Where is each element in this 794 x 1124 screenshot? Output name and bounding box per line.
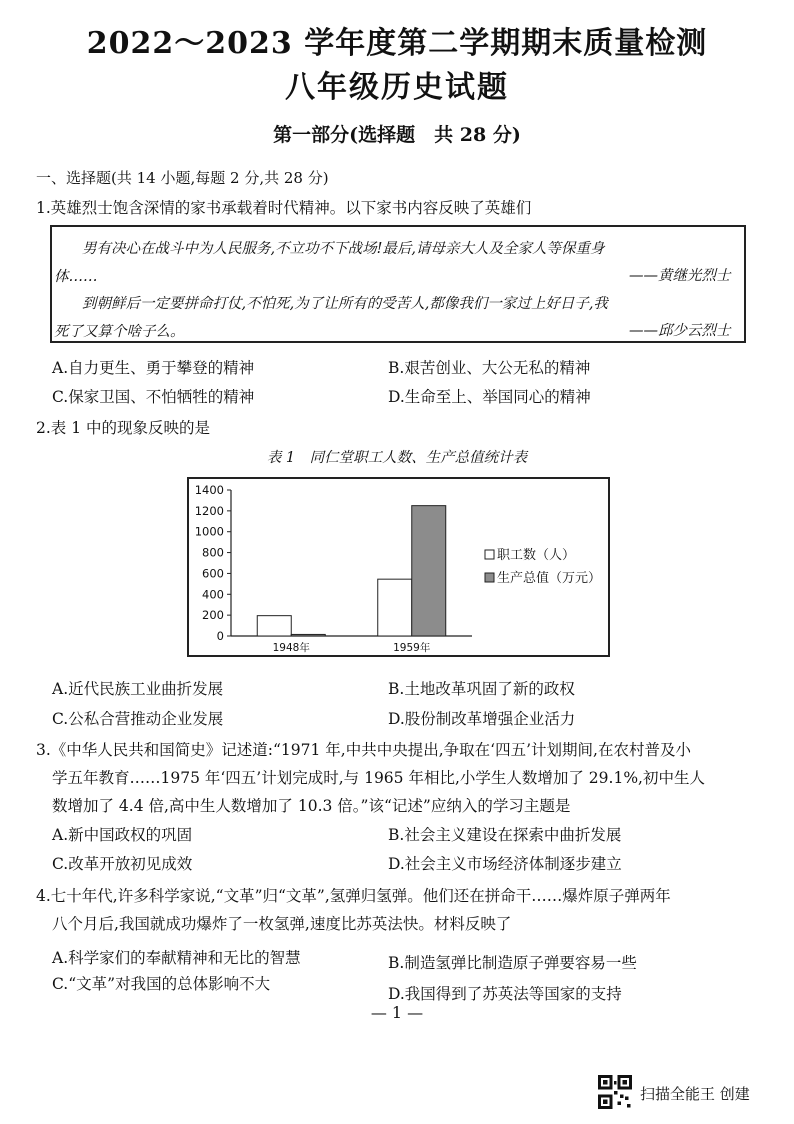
letter2-line1: 到朝鲜后一定要拼命打仗,不怕死,为了让所有的受苦人,都像我们一家过上好日子,我 [82, 296, 608, 312]
q3-option-a: A.新中国政权的巩固 [52, 826, 193, 844]
q4-line2: 八个月后,我国就成功爆炸了一枚氢弹,速度比苏英法快。材料反映了 [52, 915, 512, 933]
letter2-source: ——邱少云烈士 [629, 323, 731, 339]
q4-option-b: B.制造氢弹比制造原子弹要容易一些 [388, 954, 637, 972]
q3-option-c: C.改革开放初见成效 [52, 855, 193, 873]
qr-code-icon [598, 1075, 632, 1109]
x-tick-label: 1948年 [272, 642, 310, 654]
q3-line3: 数增加了 4.4 倍,高中生人数增加了 10.3 倍。”该“记述”应纳入的学习主题是 [52, 797, 571, 815]
q4-line1: 4.七十年代,许多科学家说,“文革”归“文革”,氢弹归氢弹。他们还在拼命干……爆炸原子弹两年 [36, 887, 671, 905]
legend-label: 生产总值（万元） [497, 571, 602, 586]
q1-option-a: A.自力更生、勇于攀登的精神 [52, 359, 255, 377]
y-tick-label: 0 [216, 629, 224, 643]
y-tick-label: 1200 [194, 503, 224, 518]
letter1-source: ——黄继光烈士 [629, 268, 731, 284]
y-tick-label: 1400 [194, 483, 224, 497]
legend-swatch [485, 550, 494, 559]
page-number: — 1 — [370, 1003, 424, 1022]
q4-option-c: C.“文革”对我国的总体影响不大 [52, 975, 271, 993]
q2-option-d: D.股份制改革增强企业活力 [388, 710, 576, 728]
bar-workers-1 [378, 579, 412, 636]
q3-option-d: D.社会主义市场经济体制逐步建立 [388, 855, 622, 873]
q1-stem: 1.英雄烈士饱含深情的家书承载着时代精神。以下家书内容反映了英雄们 [36, 199, 532, 217]
bar-workers-0 [257, 616, 291, 636]
q2-option-c: C.公私合营推动企业发展 [52, 710, 224, 728]
bar-output-1 [412, 506, 446, 636]
q1-option-b: B.艰苦创业、大公无私的精神 [388, 359, 591, 377]
q2-stem: 2.表 1 中的现象反映的是 [36, 419, 211, 437]
exam-title: 2022～2023 学年度第二学期期末质量检测 [86, 26, 708, 61]
bar-chart [189, 479, 608, 655]
letter1-line1: 男有决心在战斗中为人民服务,不立功不下战场!最后,请母亲大人及全家人等保重身 [82, 241, 605, 257]
y-tick-label: 1000 [194, 524, 224, 539]
scanner-watermark: 扫描全能王 创建 [640, 1085, 750, 1103]
q2-option-a: A.近代民族工业曲折发展 [52, 680, 224, 698]
legend-label: 职工数（人） [497, 548, 576, 563]
section-heading: 一、选择题(共 14 小题,每题 2 分,共 28 分) [36, 169, 329, 187]
letter2-line2: 死了又算个啥子么。 [54, 324, 185, 340]
x-tick-label: 1959年 [393, 642, 431, 654]
q3-line2: 学五年教育……1975 年‘四五’计划完成时,与 1965 年相比,小学生人数增加了 29.1%,初中生人 [52, 769, 705, 787]
bar-output-0 [291, 634, 325, 636]
letter1-line2: 体…… [54, 269, 98, 285]
y-tick-label: 200 [202, 608, 224, 623]
legend-swatch [485, 573, 494, 582]
q3-line1: 3.《中华人民共和国简史》记述道:“1971 年,中共中央提出,争取在‘四五’计划期间,在农村普及小 [36, 741, 691, 759]
q4-option-a: A.科学家们的奉献精神和无比的智慧 [52, 949, 301, 967]
q1-option-d: D.生命至上、举国同心的精神 [388, 388, 591, 406]
q1-letter-box [50, 225, 746, 343]
y-tick-label: 600 [202, 566, 224, 581]
y-tick-label: 400 [202, 587, 224, 602]
table-caption: 表 1 同仁堂职工人数、生产总值统计表 [266, 450, 528, 466]
exam-subtitle: 八年级历史试题 [285, 70, 509, 105]
part-title: 第一部分(选择题 共 28 分) [273, 124, 521, 146]
y-tick-label: 800 [202, 545, 224, 560]
q1-option-c: C.保家卫国、不怕牺牲的精神 [52, 388, 255, 406]
q3-option-b: B.社会主义建设在探索中曲折发展 [388, 826, 622, 844]
chart-frame [187, 477, 610, 657]
q4-option-d: D.我国得到了苏英法等国家的支持 [388, 985, 622, 1003]
q2-option-b: B.土地改革巩固了新的政权 [388, 680, 575, 698]
